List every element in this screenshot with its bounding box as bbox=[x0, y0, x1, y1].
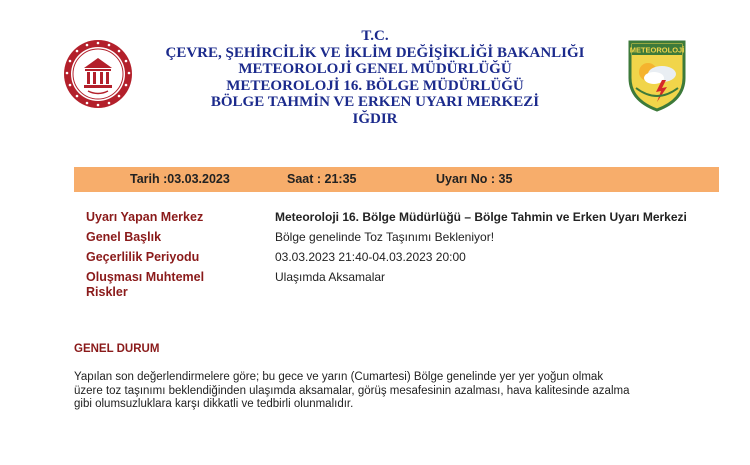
general-section-title: GENEL DURUM bbox=[74, 343, 160, 355]
logo-text: METEOROLOJİ bbox=[629, 45, 685, 55]
header-regional-office: METEOROLOJİ 16. BÖLGE MÜDÜRLÜĞÜ bbox=[226, 77, 524, 94]
warning-time: Saat : 21:35 bbox=[287, 172, 357, 186]
issuer-label: Uyarı Yapan Merkez bbox=[86, 210, 204, 224]
paragraph-line: gibi olumsuzluklara karşı dikkatli ve tedbirli olunmalıdır. bbox=[74, 398, 354, 410]
header-center: BÖLGE TAHMİN VE ERKEN UYARI MERKEZİ bbox=[210, 94, 540, 110]
warning-number: Uyarı No : 35 bbox=[436, 172, 513, 186]
risks-value: Ulaşımda Aksamalar bbox=[275, 270, 386, 284]
header-country: T.C. bbox=[361, 28, 389, 44]
warning-meta-bar bbox=[74, 167, 719, 192]
issuer-value: Meteoroloji 16. Bölge Müdürlüğü – Bölge Tahmin ve Erken Uyarı Merkezi bbox=[275, 210, 687, 224]
meteorology-shield-logo bbox=[628, 40, 686, 112]
general-paragraph bbox=[74, 371, 684, 412]
paragraph-line: üzere toz taşınımı beklendiğinden ulaşımda aksamalar, görüş mesafesinin azalması, hava kalitesinde azalma bbox=[74, 384, 630, 397]
validity-label: Geçerlilik Periyodu bbox=[86, 250, 200, 264]
header-directorate: METEOROLOJİ GENEL MÜDÜRLÜĞÜ bbox=[238, 61, 512, 77]
validity-value: 03.03.2023 21:40-04.03.2023 20:00 bbox=[275, 250, 466, 264]
title-value: Bölge genelinde Toz Taşınımı Bekleniyor! bbox=[275, 230, 495, 244]
header-ministry: ÇEVRE, ŞEHİRCİLİK VE İKLİM DEĞİŞİKLİĞİ BAKANLIĞI bbox=[165, 44, 585, 61]
header-city: IĞDIR bbox=[352, 110, 398, 127]
risks-label: Oluşması Muhtemel Riskler bbox=[86, 270, 205, 299]
title-label: Genel Başlık bbox=[86, 230, 162, 244]
warning-date: Tarih :03.03.2023 bbox=[130, 172, 230, 186]
paragraph-line: Yapılan son değerlendirmelere göre; bu gece ve yarın (Cumartesi) Bölge genelinde yer yer yoğun olmak bbox=[74, 371, 604, 383]
